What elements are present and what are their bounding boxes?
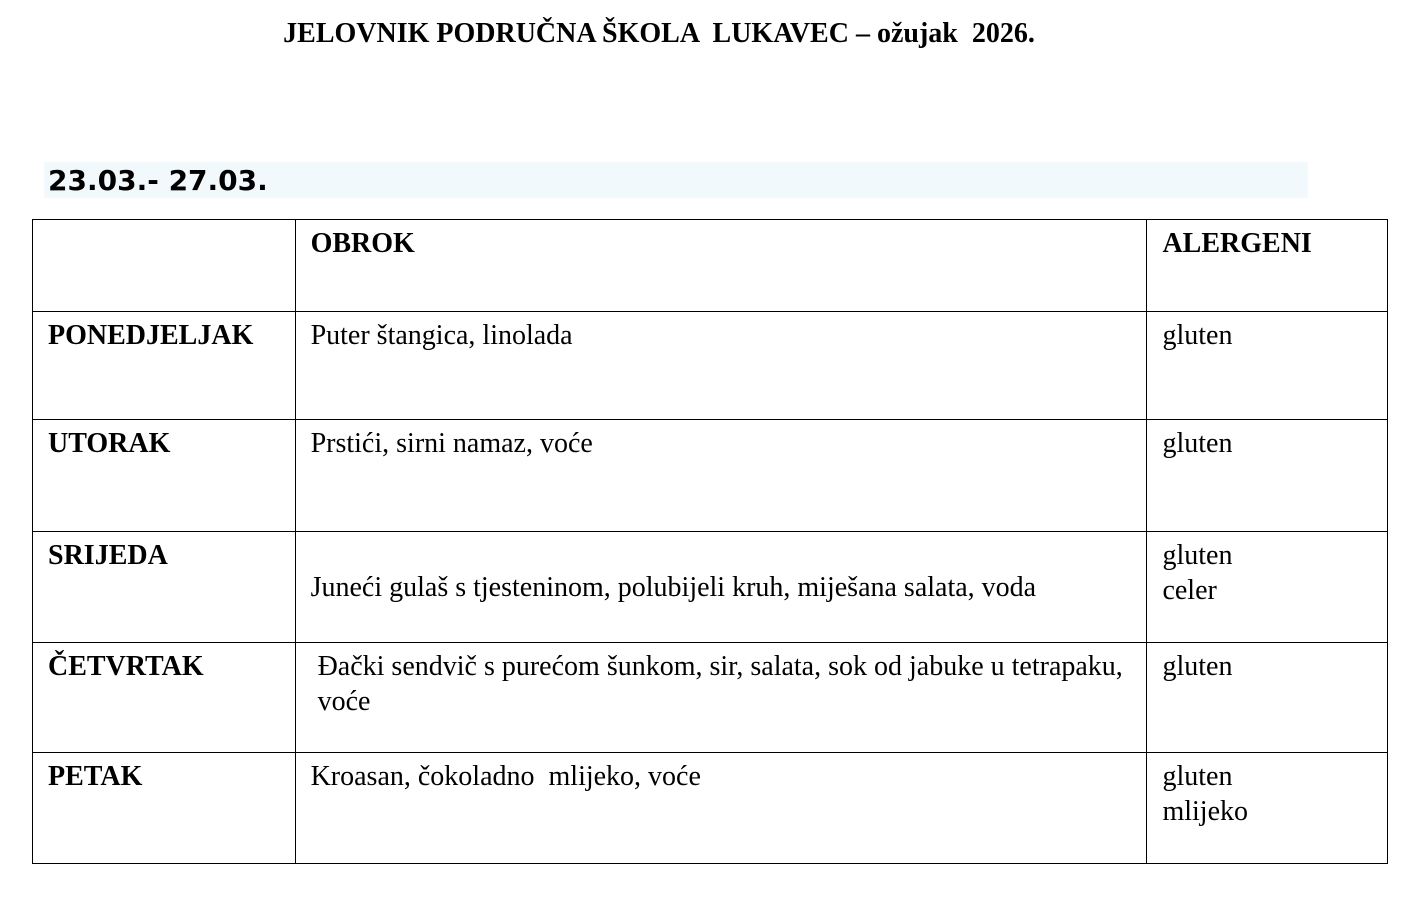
header-cell-day bbox=[33, 220, 296, 312]
meal-cell bbox=[295, 643, 1147, 753]
day-label: ČETVRTAK bbox=[48, 651, 204, 682]
day-label: PETAK bbox=[48, 761, 143, 792]
meal-text: Đački sendvič s purećom šunkom, sir, salata, sok od jabuke u tetrapaku, voće bbox=[317, 651, 1123, 717]
allergen-item: celer bbox=[1162, 575, 1217, 606]
table-row-thursday bbox=[33, 643, 1388, 753]
table-header-row bbox=[33, 220, 1388, 312]
meal-text: Prstići, sirni namaz, voće bbox=[310, 428, 593, 459]
meal-text: Puter štangica, linolada bbox=[310, 320, 573, 351]
menu-table bbox=[32, 219, 1388, 864]
day-label: UTORAK bbox=[48, 428, 171, 459]
table-row-tuesday bbox=[33, 420, 1388, 532]
allergens-cell bbox=[1147, 420, 1388, 532]
allergen-item: mlijeko bbox=[1162, 796, 1248, 827]
day-label: PONEDJELJAK bbox=[48, 320, 254, 351]
header-cell-meal bbox=[295, 220, 1147, 312]
table-row-monday bbox=[33, 312, 1388, 420]
day-cell bbox=[33, 532, 296, 643]
allergen-item: gluten bbox=[1162, 651, 1233, 682]
day-cell bbox=[33, 312, 296, 420]
day-cell bbox=[33, 753, 296, 864]
allergen-item: gluten bbox=[1162, 761, 1233, 792]
allergens-cell bbox=[1147, 532, 1388, 643]
page-title: JELOVNIK PODRUČNA ŠKOLA LUKAVEC – ožujak 2026. bbox=[283, 18, 1035, 49]
day-label: SRIJEDA bbox=[48, 540, 168, 571]
allergens-cell bbox=[1147, 753, 1388, 864]
allergen-item: gluten bbox=[1162, 428, 1233, 459]
day-cell bbox=[33, 643, 296, 753]
allergen-item: gluten bbox=[1162, 540, 1233, 571]
meal-text: Juneći gulaš s tjesteninom, polubijeli kruh, miješana salata, voda bbox=[310, 572, 1037, 603]
week-range-label: 23.03.- 27.03. bbox=[48, 164, 268, 197]
header-allergens-label: ALERGENI bbox=[1162, 228, 1312, 259]
header-day-label bbox=[33, 220, 295, 226]
meal-cell bbox=[295, 312, 1147, 420]
table-row-wednesday bbox=[33, 532, 1388, 643]
table-row-friday bbox=[33, 753, 1388, 864]
meal-cell bbox=[295, 532, 1147, 643]
header-meal-label: OBROK bbox=[310, 228, 415, 259]
meal-text: Kroasan, čokoladno mlijeko, voće bbox=[310, 761, 701, 792]
meal-cell bbox=[295, 753, 1147, 864]
allergens-cell bbox=[1147, 643, 1388, 753]
allergen-item: gluten bbox=[1162, 320, 1233, 351]
meal-cell bbox=[295, 420, 1147, 532]
allergens-cell bbox=[1147, 312, 1388, 420]
header-cell-allergens bbox=[1147, 220, 1388, 312]
day-cell bbox=[33, 420, 296, 532]
